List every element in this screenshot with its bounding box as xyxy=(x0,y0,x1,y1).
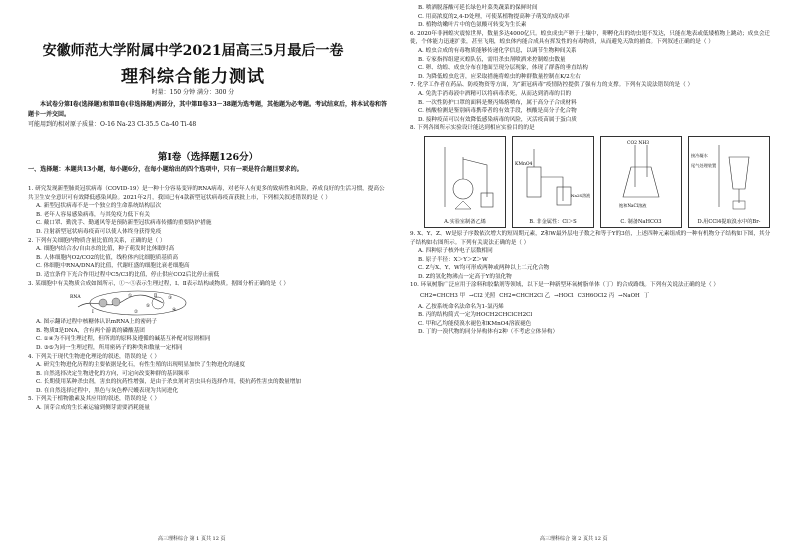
reaction-arrow: →Cl2 光照 xyxy=(468,293,496,300)
question xyxy=(410,30,772,82)
right-questions xyxy=(410,4,772,337)
panel-caption: C. 制备NaHCO3 xyxy=(620,218,662,225)
question-stem: 4. 下列关于现代生物进化理论的叙述，错误的是（ ） xyxy=(28,353,160,360)
fig3-label: Ⅱ xyxy=(154,294,158,300)
route-compound xyxy=(499,292,550,301)
synthesis-route xyxy=(420,292,772,301)
panel-label: KMnO4 xyxy=(515,161,533,167)
option: A. 蝗虫合成的有毒物质能够传递化学信息，以调节生物种间关系 xyxy=(418,47,577,54)
panel-side-label: 接冷凝水 xyxy=(691,152,708,158)
exam-title: 安徽师范大学附属中学2021届高三5月最后一卷 xyxy=(42,43,344,59)
question-stem: 8. 下列各图所示实验设计能达到相应实验目的的是 xyxy=(410,125,535,132)
option: A. 图示翻译过程中核糖体认识mRNA上的密码子 xyxy=(36,319,158,326)
fig3-label: ④ xyxy=(172,308,177,314)
option: A. 细胞内结合水/自由水的比值，种子萌发时比休眠时高 xyxy=(36,246,175,253)
question xyxy=(28,280,388,353)
compound-name: 丁 xyxy=(643,293,650,300)
option: C. 戴口罩、勤洗手、勤通风等是预防新型冠状病毒传播的重要防护措施 xyxy=(36,220,212,227)
question xyxy=(410,230,772,282)
option: A. 顶芽合成的生长素运输到侧芽需要消耗能量 xyxy=(36,405,150,412)
option: C. 体细胞中RNA/DNA的比值，代谢旺盛的细胞比衰老细胞高 xyxy=(36,263,190,270)
fig3-label: ③ xyxy=(168,296,173,302)
panel-caption: A.实验室制备乙烯 xyxy=(444,218,486,225)
question-stem: 10. 环氧树脂广泛应用于涂料和胶黏剂等领域，以下是一种新型环氧树脂单体（丁）的合成路线。下列有关说法正确的是（ ） xyxy=(410,282,719,289)
fig3-label: RNA xyxy=(70,295,81,301)
apparatus-panel xyxy=(688,136,770,228)
option: C. 核酸检测是鉴别病毒携带者的有效手段，核酸是高分子化合物 xyxy=(418,108,577,115)
reagent: HOCl xyxy=(558,293,574,300)
apparatus-panel xyxy=(512,136,594,228)
question xyxy=(410,281,772,337)
option: C. ①④为不同生理过程，但所需的原料及遵循的碱基互补配对原则相同 xyxy=(36,336,211,343)
exam-notice xyxy=(28,100,388,130)
option: A. 新型冠状病毒不是一个独立的生命系统结构层次 xyxy=(36,203,162,210)
exam-subject: 理科综合能力测试 xyxy=(121,67,265,87)
panel-caption: B. 非金属性：Cl＞S xyxy=(529,218,577,225)
panel-a-drawing xyxy=(425,137,505,215)
right-column xyxy=(410,0,772,550)
question xyxy=(410,81,772,124)
question xyxy=(28,185,388,237)
option: B. 专家指挥组建灭蝗队伍，需用杀虫剂喷洒来控制蝗虫数量 xyxy=(418,56,566,63)
notice-line: 可能用到的相对原子质量：O-16 Na-23 Cl-35.5 Ca-40 Ti-48 xyxy=(28,121,197,128)
section-heading: 第Ⅰ卷（选择题126分） xyxy=(157,152,259,163)
fig3-label: ① xyxy=(128,294,133,300)
option: B. 丙的结构简式一定为HOCH2CHClCH2Cl xyxy=(418,312,533,319)
panel-label: CO2 NH3 xyxy=(627,140,650,146)
fig3-label: ② xyxy=(134,310,139,316)
question xyxy=(410,124,772,228)
option: A. 乙按系统命名法命名为1-氯丙烯 xyxy=(418,303,504,310)
compound-name: 甲 xyxy=(459,293,465,300)
notice-line: 本试卷分第Ⅰ卷(选择题)和第Ⅱ卷(非选择题)两部分，其中第Ⅱ卷33－38题为选考题，其他题为必考题。考试结束后，将本试卷和答题卡一并交回。 xyxy=(28,101,387,118)
question xyxy=(28,395,388,412)
option: A. 免洗手消毒液中酒精可以将病毒杀死，从而达到消毒的目的 xyxy=(418,90,572,97)
option: B. 原子半径：X＞Y＞Z＞W xyxy=(418,256,488,263)
option: D. 植物幼嫩叶片中的色氨酸可转变为生长素 xyxy=(418,22,527,29)
route-compound xyxy=(644,292,649,301)
apparatus-panel xyxy=(600,136,682,228)
exam-meta: 时量：150 分钟 满分：300 分 xyxy=(151,89,235,96)
question xyxy=(28,353,388,396)
panel-caption: D.用CCl4提取溴水中的Br- xyxy=(697,218,761,225)
question-stem: 5. 下列关于植物激素及其应用的叙述，错误的是（ ） xyxy=(28,396,160,403)
page-footer: 高三理科综合 第 2 页共 12 页 xyxy=(540,536,608,542)
protein-synthesis-figure xyxy=(68,289,188,317)
reaction-arrow: →NaOH xyxy=(618,293,640,300)
compound-name: 乙 xyxy=(544,293,551,300)
question-stem: 9. X、Y、Z、W是原子序数依次增大的短周期元素，Z和W最外层电子数之和等于Y的3倍，上述四种元素组成的一种有机物分子结构如下图，其分子结构如右图所示。下列有关说法正确的是（ ） xyxy=(410,230,771,246)
page-footer: 高三理科综合 第 1 页共 12 页 xyxy=(158,536,226,542)
compound-formula: C3H6OCl2 xyxy=(577,293,608,300)
option: C. 卵、幼蝗、成虫分布在地面呈现分层现象，体现了群落的垂直结构 xyxy=(418,65,588,72)
question xyxy=(28,237,388,280)
question xyxy=(410,4,772,30)
panel-side-label: Na2S溶液 xyxy=(571,192,591,198)
option: B. 喷洒脱落酸可延长绿色叶菜类蔬菜的保鲜时间 xyxy=(418,5,538,11)
option: D. 注射新型冠状病毒疫苗可以使人体终身获得免疫 xyxy=(36,228,162,235)
figure-drawing xyxy=(68,289,188,317)
apparatus-figure xyxy=(424,136,772,228)
compound-formula: CH2=CHCH2Cl xyxy=(499,293,543,300)
compound-name: 丙 xyxy=(608,293,615,300)
option: A. 四种原子核外电子层数相同 xyxy=(418,248,493,255)
option: B. 自然选择决定生物进化的方向，可定向改变种群的基因频率 xyxy=(36,370,190,377)
question-stem: 2. 下列有关细胞内物质含量比值的关系，正确的是（ ） xyxy=(28,237,166,244)
option: D. 为降低蝗虫危害，应采取措施将蝗虫的种群数量控制在K/2左右 xyxy=(418,73,581,80)
option: D. 在自然选择过程中，黑色与灰色桦尺蠖表现为共同进化 xyxy=(36,387,179,394)
option: B. 一次性防护口罩的面料是聚丙烯熔喷布，属于高分子合成材料 xyxy=(418,99,577,106)
option: C. 甲和乙均能使溴水褪色和KMnO4溶液褪色 xyxy=(418,320,532,327)
section-instruction: 一、选择题：本题共13小题，每小题6分，在每小题给出的四个选项中，只有一项是符合题目要求的。 xyxy=(28,166,303,173)
option: D. 接种疫苗可以有效降低感染病毒的风险，灭活疫苗属于蛋白质 xyxy=(418,116,577,123)
reagent: Cl2 光照 xyxy=(473,293,496,300)
compound-formula: CH2=CHCH3 xyxy=(420,293,458,300)
option: A. 研究生物进化历程的主要依据是化石，有性生殖的出现明显加快了生物进化的速度 xyxy=(36,362,245,369)
left-column xyxy=(28,0,388,550)
option: D. Z的氢化物沸点一定高于Y的氢化物 xyxy=(418,273,512,280)
question-stem: 3. 某细胞中有关物质合成如图所示，①～⑤表示生理过程，Ⅰ、Ⅱ表示结构或物质。据图分析正确的是（ ） xyxy=(28,280,290,287)
panel-c-drawing xyxy=(601,137,681,215)
option: D. ③⑤为同一生理过程，所用密码子的种类和数量一定相同 xyxy=(36,344,183,351)
fig3-label: Ⅰ xyxy=(92,310,94,316)
option: B. 老年人容易感染病毒，与其免疫力低下有关 xyxy=(36,211,150,218)
panel-side-label: 尾气处理装置 xyxy=(691,162,717,168)
option: B. 人体细胞内O2/CO2的比值，线粒体内比细胞质基质高 xyxy=(36,254,178,261)
panel-b-drawing xyxy=(513,137,593,215)
option: D. 丁的一溴代物的同分异构体有2种（不考虑立体异构） xyxy=(418,329,559,336)
panel-d-drawing xyxy=(689,137,769,215)
option: D. 适宜条件下光合作用过程中C5/C3的比值，停止供应CO2后比停止前低 xyxy=(36,271,220,278)
question-stem: 1. 研究发现新型肺炎冠状病毒（COVID-19）是一种十分容易变异的RNA病毒，对老年人有更多的致病性和风险，养成良好的生活习惯，提高公共卫生安全意识可有效降低感染风险。2021年2月，我国已有4款新型冠状病毒疫苗获批上市，下列相关叙述错误的是（ ） xyxy=(28,186,385,201)
reagent: NaOH xyxy=(622,293,640,300)
option: C. 长期使用某种杀虫剂，害虫的抗药性增强，是由于杀虫剂对害虫具有选择作用，使抗药性害虫的数量增加 xyxy=(36,379,301,386)
option: B. 物质Ⅱ是DNA，含有两个游离的磷酸基团 xyxy=(36,327,145,334)
question-stem: 7. 化学工作者在药品、防疫物资等方面，为“新冠病毒”疫情防控提供了强有力的支撑。下列有关说法错误的是（ ） xyxy=(410,82,694,89)
route-compound xyxy=(420,292,465,301)
option: C. Z与X、Y、W均可形成两种或两种以上二元化合物 xyxy=(418,265,550,272)
left-questions xyxy=(28,185,388,413)
option: C. 用高浓度的2,4-D处理，可使某植物提高种子萌发的成功率 xyxy=(418,13,570,20)
reaction-arrow: →HOCl xyxy=(554,293,574,300)
question-stem: 6. 2020年非洲蝗灾震惊世界，数量多达4000亿只。蝗虫成虫产卵于土壤中，卵孵化出的幼虫翅不发达，只能在地表或低矮植物上跳动；成虫会迁徙，个体能力迅速扩张，甚至飞翔，蝗虫体内能合成具有挥发性的有毒物质，从而避免天敌的捕食。下列叙述正确的是（ ） xyxy=(410,30,771,46)
route-compound xyxy=(578,292,615,301)
fig3-label: ⑤ xyxy=(146,304,151,310)
panel-side-label: 饱和NaCl溶液 xyxy=(619,202,647,208)
apparatus-panel xyxy=(424,136,506,228)
